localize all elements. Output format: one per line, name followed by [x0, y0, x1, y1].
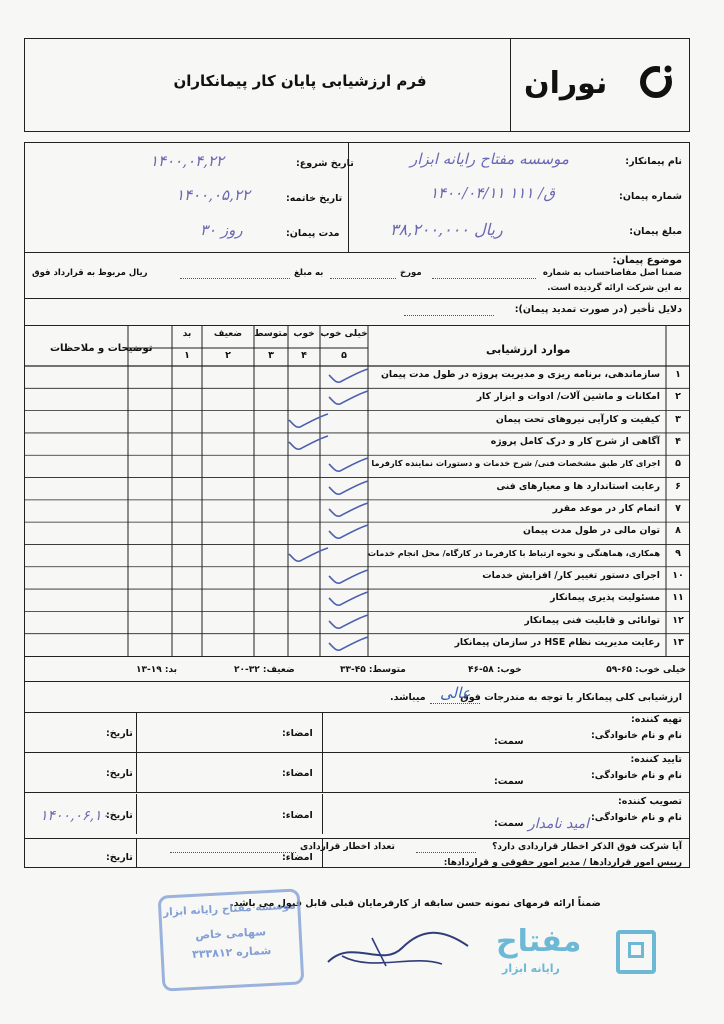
- table-row: [24, 454, 690, 476]
- level-score-5: ۱: [184, 350, 190, 361]
- stamp-line-1: موسسه مفتاح رایانه ابزار: [162, 899, 297, 919]
- table-row: [24, 410, 690, 432]
- row-criterion: سازماندهی، برنامه ریزی و مدیریت پروژه در طول مدت پیمان: [381, 369, 660, 381]
- row-criterion: همکاری، هماهنگی و نحوه ارتباط با کارفرما در کارگاه/ محل انجام خدمات: [367, 547, 660, 558]
- settlement-text-2: ریال مربوط به قرارداد فوق: [32, 268, 148, 278]
- level-label-2: خوب: [293, 329, 315, 339]
- signer-sign-label: امضاء:: [282, 728, 313, 739]
- brand-name: مفتاح: [496, 924, 582, 959]
- overall-value: عالی: [440, 684, 471, 702]
- comments-header: توضیحات و ملاحظات: [50, 343, 153, 354]
- delay-reasons-label: دلایل تأخیر (در صورت تمدید پیمان):: [514, 304, 682, 315]
- contractor-value: موسسه مفتاح رایانه ابزار: [410, 150, 569, 168]
- level-score-1: ۵: [341, 350, 347, 361]
- signer-role-3: تصویب کننده:: [618, 796, 682, 807]
- row-criterion: امکانات و ماشین آلات/ ادوات و ابزار کار: [476, 391, 660, 403]
- row-number: ۹: [675, 547, 681, 559]
- brand-mark-icon: [616, 930, 656, 974]
- signer-sign-label: امضاء:: [282, 768, 313, 779]
- row-number: ۶: [675, 480, 681, 492]
- rating-check-icon: [286, 433, 330, 453]
- row-criterion: رعایت استاندارد ها و معیارهای فنی: [496, 480, 660, 492]
- row-criterion: توانائی و قابلیت فنی پیمانکار: [524, 614, 660, 626]
- row-criterion: مسئولیت پذیری پیمانکار: [550, 592, 660, 604]
- signer-role-2: تایید کننده:: [630, 754, 682, 765]
- row-criterion: اجرای دستور تغییر کار/ افزایش خدمات: [482, 569, 660, 581]
- contracts-head-label: رییس امور قراردادها / مدیر امور حقوقی و قراردادها:: [443, 858, 682, 868]
- level-label-1: خیلی خوب: [320, 329, 368, 339]
- scale-medium: متوسط: ۴۵-۳۳: [340, 665, 406, 675]
- signer-name-label: نام و نام خانوادگی:: [590, 730, 682, 741]
- scale-very-good: خیلی خوب: ۶۵-۵۹: [606, 665, 686, 675]
- row-number: ۸: [675, 525, 681, 537]
- table-row: [24, 610, 690, 632]
- settlement-amount-label: به مبلغ: [294, 268, 324, 278]
- row-criterion: کیفیت و کارآیی نیروهای تحت پیمان: [495, 413, 660, 425]
- duration-value: ۳۰ روز: [200, 221, 243, 239]
- row-number: ۱۰: [672, 569, 684, 581]
- contract-amount-label: مبلغ پیمان:: [629, 226, 682, 237]
- brand-logo: [488, 924, 664, 994]
- ratifier-name-value: امید نامدار: [528, 816, 590, 832]
- company-stamp: [158, 888, 305, 991]
- rating-check-icon: [326, 455, 370, 475]
- rating-check-icon: [326, 567, 370, 587]
- level-label-3: متوسط: [254, 329, 288, 339]
- signer-role-1: تهیه کننده:: [631, 714, 682, 725]
- row-number: ۱۱: [672, 592, 684, 604]
- level-label-4: ضعیف: [213, 329, 243, 339]
- start-date-label: تاریخ شروع:: [296, 158, 354, 169]
- signer-date-label: تاریخ:: [106, 728, 133, 739]
- table-row: [24, 499, 690, 521]
- row-number: ۲: [675, 391, 681, 403]
- table-row: [24, 432, 690, 454]
- row-number: ۵: [675, 458, 681, 470]
- row-criterion: آگاهی از شرح کار و درک کامل پروژه: [490, 436, 660, 448]
- signer-sign-label: امضاء:: [282, 810, 313, 821]
- table-row: [24, 521, 690, 543]
- row-number: ۷: [675, 502, 681, 514]
- rating-check-icon: [326, 388, 370, 408]
- table-row: [24, 566, 690, 588]
- logo-wordmark: نوران: [524, 66, 608, 101]
- row-criterion: اتمام کار در موعد مقرر: [552, 502, 660, 514]
- table-row: [24, 588, 690, 610]
- footer-note: ضمناً ارائه فرمهای نمونه حسن سابقه از کارفرمایان قبلی قابل قبول می باشد.: [230, 898, 601, 909]
- settlement-text-1: ضمنا اصل مفاصاحساب به شماره: [542, 268, 682, 278]
- row-number: ۳: [675, 413, 681, 425]
- rating-check-icon: [326, 522, 370, 542]
- signer-position-label: سمت:: [494, 776, 524, 787]
- settlement-date-label: مورخ: [400, 268, 422, 278]
- warning-question: آیا شرکت فوق الذکر اخطار قراردادی دارد؟: [492, 842, 682, 852]
- end-date-label: تاریخ خاتمه:: [286, 193, 343, 204]
- table-row: [24, 365, 690, 387]
- end-date-value: ۱۴۰۰,۰۵,۲۲: [176, 186, 250, 204]
- row-number: ۱۲: [672, 614, 684, 626]
- rating-check-icon: [286, 545, 330, 565]
- stamp-line-3: شماره ۳۳۳۸۱۲: [191, 943, 272, 962]
- start-date-value: ۱۴۰۰,۰۴,۲۲: [150, 152, 224, 170]
- duration-label: مدت پیمان:: [286, 228, 340, 239]
- settlement-text-3: به این شرکت ارائه گردیده است.: [547, 283, 682, 293]
- items-header: موارد ارزشیابی: [486, 343, 571, 356]
- head-sign-label: امضاء:: [282, 852, 313, 863]
- rating-check-icon: [326, 500, 370, 520]
- brand-subtitle: رایانه ابزار: [502, 962, 560, 975]
- signer-position-label: سمت:: [494, 736, 524, 747]
- contract-number-label: شماره پیمان:: [619, 191, 682, 202]
- row-number: ۴: [675, 436, 681, 448]
- rating-check-icon: [326, 478, 370, 498]
- row-number: ۱۳: [672, 636, 684, 648]
- company-logo: [520, 60, 680, 110]
- table-row: [24, 543, 690, 565]
- signer-date-label: تاریخ:: [106, 810, 133, 821]
- rating-check-icon: [326, 634, 370, 654]
- handwritten-signature: [322, 918, 472, 982]
- level-score-3: ۳: [268, 350, 274, 361]
- rating-check-icon: [326, 366, 370, 386]
- signer-name-label: نام و نام خانوادگی:: [590, 770, 682, 781]
- rating-check-icon: [326, 612, 370, 632]
- signer-date-label: تاریخ:: [106, 768, 133, 779]
- row-criterion: رعایت مدیریت نظام HSE در سازمان پیمانکار: [454, 636, 660, 648]
- rating-check-icon: [326, 589, 370, 609]
- rating-check-icon: [286, 411, 330, 431]
- table-row: [24, 387, 690, 409]
- stamp-line-2: سهامی خاص: [194, 925, 267, 942]
- scale-bad: بد: ۱۹-۱۳: [136, 665, 178, 675]
- level-label-5: بد: [182, 329, 192, 339]
- table-row: [24, 477, 690, 499]
- level-score-2: ۴: [301, 350, 307, 361]
- row-criterion: اجرای کار طبق مشخصات فنی/ شرح خدمات و دستورات نماینده کارفرما: [371, 458, 660, 469]
- contractor-label: نام پیمانکار:: [625, 156, 682, 167]
- level-score-4: ۲: [225, 350, 231, 361]
- contract-number-value: ۱۴۰۰/۰۴/۱۱ ق/ ۱۱۱: [430, 184, 555, 202]
- scale-good: خوب: ۵۸-۴۶: [468, 665, 522, 675]
- contract-amount-value: ۳۸,۲۰۰,۰۰۰ ریال: [390, 220, 503, 239]
- overall-text: ارزشیابی کلی پیمانکار با توجه به مندرجات فوق: [460, 692, 682, 703]
- warning-count-label: تعداد اخطار قراردادی: [300, 842, 395, 852]
- head-date-label: تاریخ:: [106, 852, 133, 863]
- row-number: ۱: [675, 369, 681, 381]
- signer-name-label: نام و نام خانوادگی:: [590, 812, 682, 823]
- subject-label: موضوع پیمان:: [612, 255, 682, 266]
- overall-suffix: میباشد.: [390, 692, 426, 703]
- signer-position-label: سمت:: [494, 818, 524, 829]
- row-criterion: توان مالی در طول مدت پیمان: [523, 525, 660, 537]
- form-title: فرم ارزشیابی پایان کار پیمانکاران: [173, 72, 427, 90]
- table-row: [24, 633, 690, 655]
- ratify-date-value: ۱۴۰۰,۰۶,۱۰: [40, 808, 110, 824]
- scale-weak: ضعیف: ۳۲-۲۰: [234, 665, 295, 675]
